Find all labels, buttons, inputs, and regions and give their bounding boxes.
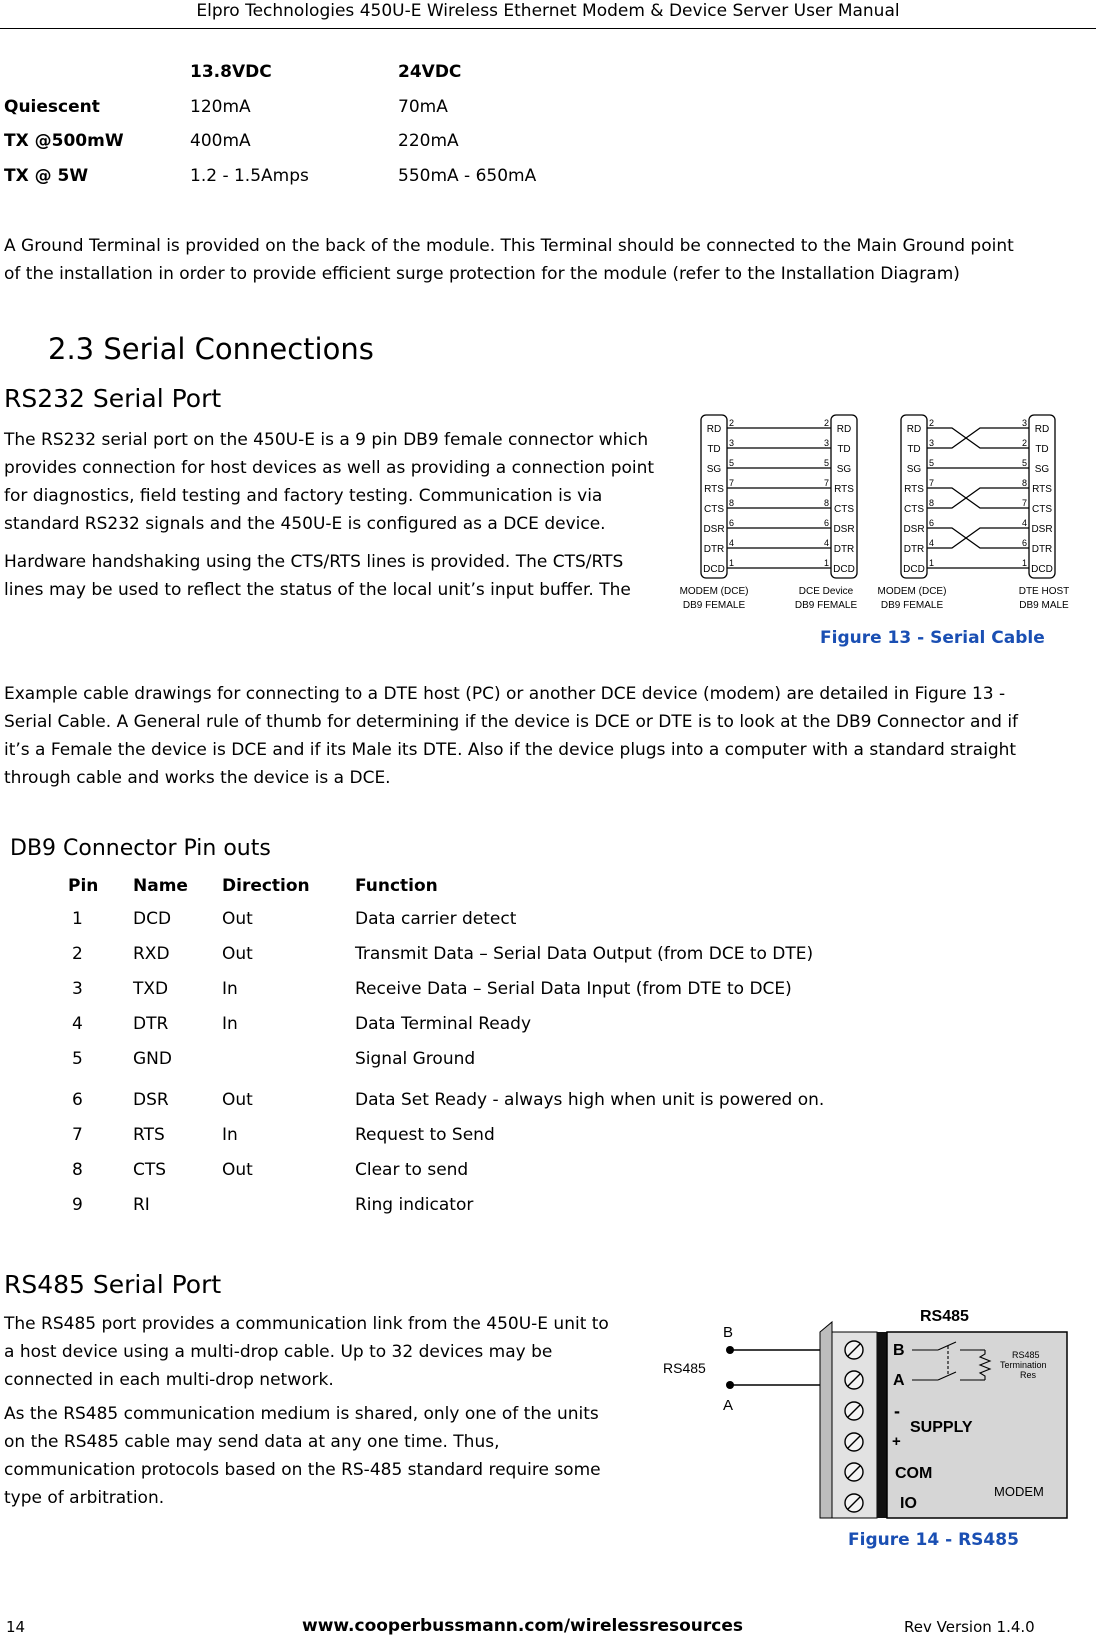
pin-number: 6 <box>929 518 935 528</box>
pin-number: 4 <box>823 538 829 548</box>
db9-name: DTR <box>133 1014 169 1034</box>
db9-name: RI <box>133 1195 150 1215</box>
rs485-fig-modem: MODEM <box>994 1484 1044 1499</box>
db9-function: Transmit Data – Serial Data Output (from DCE to DTE) <box>355 944 814 964</box>
signal-label: DTR <box>703 544 725 555</box>
signal-label: SG <box>706 464 722 475</box>
signal-label: DCD <box>1031 564 1053 575</box>
connector-label: DB9 FEMALE <box>880 600 944 611</box>
crossover-wire <box>927 428 1029 448</box>
page-number: 14 <box>6 1618 26 1636</box>
pin-number: 2 <box>823 418 829 428</box>
rs485-paragraph-line: a host device using a multi-drop cable. Up to 32 devices may be <box>4 1342 553 1362</box>
pin-number: 6 <box>729 518 735 528</box>
db9-function: Signal Ground <box>355 1049 476 1069</box>
crossover-wire <box>927 528 1029 548</box>
row-value: 400mA <box>190 131 251 151</box>
signal-label: SG <box>906 464 922 475</box>
db9-name: GND <box>133 1049 172 1069</box>
pin-number: 8 <box>729 498 735 508</box>
pin-number: 4 <box>1021 518 1027 528</box>
signal-label: DTR <box>903 544 925 555</box>
rs232-paragraph-line: Example cable drawings for connecting to a DTE host (PC) or another DCE device (modem) are detailed in Figure 13 - <box>4 684 1006 704</box>
pin-number: 6 <box>823 518 829 528</box>
crossover-wire <box>927 428 1029 448</box>
rs485-fig-a-wire: A <box>723 1397 734 1414</box>
rs485-fig-term-line1: RS485 <box>1012 1350 1040 1360</box>
signal-label: TD <box>707 444 721 455</box>
rs485-fig-term-line3: Res <box>1020 1370 1037 1380</box>
signal-label: RD <box>836 424 852 435</box>
signal-label: TD <box>1035 444 1049 455</box>
rs485-paragraph-line: on the RS485 cable may send data at any one time. Thus, <box>4 1432 500 1452</box>
db9-name: CTS <box>133 1160 167 1180</box>
rs485-paragraph-line: connected in each multi-drop network. <box>4 1370 334 1390</box>
figure-14-caption: Figure 14 - RS485 <box>848 1530 1019 1550</box>
pin-number: 3 <box>929 438 935 448</box>
pin-number: 1 <box>929 558 935 568</box>
pin-number: 5 <box>823 458 829 468</box>
signal-label: DTR <box>833 544 855 555</box>
rs232-heading: RS232 Serial Port <box>4 384 222 413</box>
rs232-paragraph-line: through cable and works the device is a DCE. <box>4 768 391 788</box>
rs485-paragraph-line: communication protocols based on the RS-485 standard require some <box>4 1460 601 1480</box>
page-header: Elpro Technologies 450U-E Wireless Ethernet Modem & Device Server User Manual <box>0 0 1096 29</box>
col-header-24v: 24VDC <box>398 62 462 82</box>
pin-number: 5 <box>929 458 935 468</box>
signal-label: TD <box>837 444 851 455</box>
rs485-fig-plus: + <box>892 1433 901 1450</box>
connector-label: DTE HOST <box>1018 586 1070 597</box>
pin-number: 2 <box>929 418 935 428</box>
connector-label: MODEM (DCE) <box>877 586 947 597</box>
rs485-paragraph-line: type of arbitration. <box>4 1488 165 1508</box>
row-label: TX @500mW <box>4 131 124 151</box>
db9-direction: In <box>222 979 238 999</box>
pin-number: 8 <box>1021 478 1027 488</box>
db9-direction: Out <box>222 944 253 964</box>
pin-number: 8 <box>823 498 829 508</box>
pin-number: 2 <box>729 418 735 428</box>
crossover-wire <box>927 528 1029 548</box>
rs485-heading: RS485 Serial Port <box>4 1270 222 1299</box>
signal-label: CTS <box>704 504 724 515</box>
db9-function: Request to Send <box>355 1125 495 1145</box>
signal-label: DSR <box>703 524 725 535</box>
signal-label: DCD <box>833 564 855 575</box>
signal-label: CTS <box>834 504 854 515</box>
db9-name: RXD <box>133 944 170 964</box>
signal-label: DSR <box>903 524 925 535</box>
rs232-paragraph-line: for diagnostics, field testing and factory testing. Communication is via <box>4 486 603 506</box>
pin-number: 7 <box>929 478 935 488</box>
row-value: 70mA <box>398 97 448 117</box>
rs232-paragraph-line: The RS232 serial port on the 450U-E is a 9 pin DB9 female connector which <box>4 430 649 450</box>
ground-paragraph-line: of the installation in order to provide efficient surge protection for the module (refer to the Installation Diagram) <box>4 264 960 284</box>
signal-label: CTS <box>1032 504 1052 515</box>
db9-direction: In <box>222 1125 238 1145</box>
rs232-paragraph-line: Serial Cable. A General rule of thumb for determining if the device is DCE or DTE is to look at the DB9 Connector and if <box>4 712 1019 732</box>
connector-label: DB9 MALE <box>1019 600 1069 611</box>
rs232-paragraph-line: Hardware handshaking using the CTS/RTS lines is provided. The CTS/RTS <box>4 552 624 572</box>
footer-revision: Rev Version 1.4.0 <box>904 1618 1035 1636</box>
rs232-paragraph-line: provides connection for host devices as well as providing a connection point <box>4 458 655 478</box>
db9-pin: 4 <box>72 1014 83 1034</box>
pin-number: 4 <box>729 538 735 548</box>
signal-label: RD <box>906 424 922 435</box>
row-value: 220mA <box>398 131 459 151</box>
db9-direction: In <box>222 1014 238 1034</box>
rs232-paragraph-line: standard RS232 signals and the 450U-E is configured as a DCE device. <box>4 514 606 534</box>
signal-label: TD <box>907 444 921 455</box>
pin-number: 1 <box>823 558 829 568</box>
pin-number: 5 <box>1021 458 1027 468</box>
db9-header-pin: Pin <box>68 876 99 896</box>
pin-number: 6 <box>1021 538 1027 548</box>
col-header-13v8: 13.8VDC <box>190 62 272 82</box>
db9-header-name: Name <box>133 876 188 896</box>
signal-label: DTR <box>1031 544 1053 555</box>
pin-number: 3 <box>729 438 735 448</box>
connector-label: MODEM (DCE) <box>679 586 749 597</box>
row-value: 120mA <box>190 97 251 117</box>
rs485-fig-com: COM <box>895 1465 933 1482</box>
signal-label: DCD <box>903 564 925 575</box>
db9-pin: 5 <box>72 1049 83 1069</box>
row-label: Quiescent <box>4 97 100 117</box>
db9-function: Ring indicator <box>355 1195 474 1215</box>
signal-label: RTS <box>1032 484 1052 495</box>
rs485-fig-title: RS485 <box>920 1308 969 1325</box>
db9-function: Receive Data – Serial Data Input (from DTE to DCE) <box>355 979 792 999</box>
section-title: 2.3 Serial Connections <box>48 332 374 366</box>
db9-function: Clear to send <box>355 1160 469 1180</box>
signal-label: DSR <box>1031 524 1053 535</box>
rs485-fig-a-terminal: A <box>893 1372 905 1389</box>
rs232-paragraph-line: it’s a Female the device is DCE and if its Male its DTE. Also if the device plugs into a computer with a standard straight <box>4 740 1017 760</box>
signal-label: SG <box>1034 464 1050 475</box>
db9-pin: 2 <box>72 944 83 964</box>
row-label: TX @ 5W <box>4 166 89 186</box>
rs485-fig-b-terminal: B <box>893 1342 905 1359</box>
rs485-fig-side-label: RS485 <box>663 1360 706 1376</box>
crossover-wire <box>927 488 1029 508</box>
signal-label: DCD <box>703 564 725 575</box>
rs485-diagram <box>660 1300 1080 1520</box>
db9-function: Data carrier detect <box>355 909 517 929</box>
db9-header-direction: Direction <box>222 876 310 896</box>
rs485-fig-term-line2: Termination <box>1000 1360 1047 1370</box>
connector-label: DCE Device <box>798 586 854 597</box>
pin-number: 7 <box>823 478 829 488</box>
ground-paragraph-line: A Ground Terminal is provided on the back of the module. This Terminal should be connected to the Main Ground point <box>4 236 1014 256</box>
row-value: 1.2 - 1.5Amps <box>190 166 309 186</box>
figure-13-caption: Figure 13 - Serial Cable <box>820 628 1045 648</box>
db9-pin: 6 <box>72 1090 83 1110</box>
row-value: 550mA - 650mA <box>398 166 537 186</box>
connector-label: DB9 FEMALE <box>794 600 858 611</box>
serial-cable-diagram <box>679 410 1096 620</box>
footer-url[interactable]: www.cooperbussmann.com/wirelessresources <box>302 1616 744 1636</box>
db9-pin: 1 <box>72 909 83 929</box>
db9-name: RTS <box>133 1125 165 1145</box>
db9-pin: 9 <box>72 1195 83 1215</box>
db9-pin: 8 <box>72 1160 83 1180</box>
rs485-fig-b-wire: B <box>723 1324 734 1341</box>
db9-pin: 3 <box>72 979 83 999</box>
pin-number: 5 <box>729 458 735 468</box>
pin-number: 4 <box>929 538 935 548</box>
pin-number: 7 <box>1021 498 1027 508</box>
signal-label: RD <box>1034 424 1050 435</box>
rs485-fig-supply: SUPPLY <box>910 1419 973 1436</box>
db9-direction: Out <box>222 909 253 929</box>
rs485-fig-minus: - <box>894 1401 900 1421</box>
rs485-paragraph-line: As the RS485 communication medium is shared, only one of the units <box>4 1404 599 1424</box>
signal-label: RTS <box>904 484 924 495</box>
crossover-wire <box>927 488 1029 508</box>
db9-name: TXD <box>133 979 169 999</box>
pin-number: 1 <box>729 558 735 568</box>
db9-direction: Out <box>222 1090 253 1110</box>
rs485-paragraph-line: The RS485 port provides a communication link from the 450U-E unit to <box>4 1314 609 1334</box>
pin-number: 7 <box>729 478 735 488</box>
pin-number: 1 <box>1021 558 1027 568</box>
signal-label: RTS <box>834 484 854 495</box>
db9-function: Data Terminal Ready <box>355 1014 532 1034</box>
rs232-paragraph-line: lines may be used to reflect the status of the local unit’s input buffer. The <box>4 580 631 600</box>
db9-pin: 7 <box>72 1125 83 1145</box>
db9-heading: DB9 Connector Pin outs <box>10 836 271 861</box>
pin-number: 3 <box>1021 418 1027 428</box>
signal-label: DSR <box>833 524 855 535</box>
connector-label: DB9 FEMALE <box>682 600 746 611</box>
db9-name: DSR <box>133 1090 169 1110</box>
pin-number: 8 <box>929 498 935 508</box>
pin-number: 3 <box>823 438 829 448</box>
signal-label: SG <box>836 464 852 475</box>
rs485-fig-io: IO <box>900 1495 917 1512</box>
signal-label: RTS <box>704 484 724 495</box>
db9-function: Data Set Ready - always high when unit is powered on. <box>355 1090 825 1110</box>
db9-direction: Out <box>222 1160 253 1180</box>
pin-number: 2 <box>1021 438 1027 448</box>
signal-label: RD <box>706 424 722 435</box>
signal-label: CTS <box>904 504 924 515</box>
db9-name: DCD <box>133 909 172 929</box>
db9-header-function: Function <box>355 876 438 896</box>
